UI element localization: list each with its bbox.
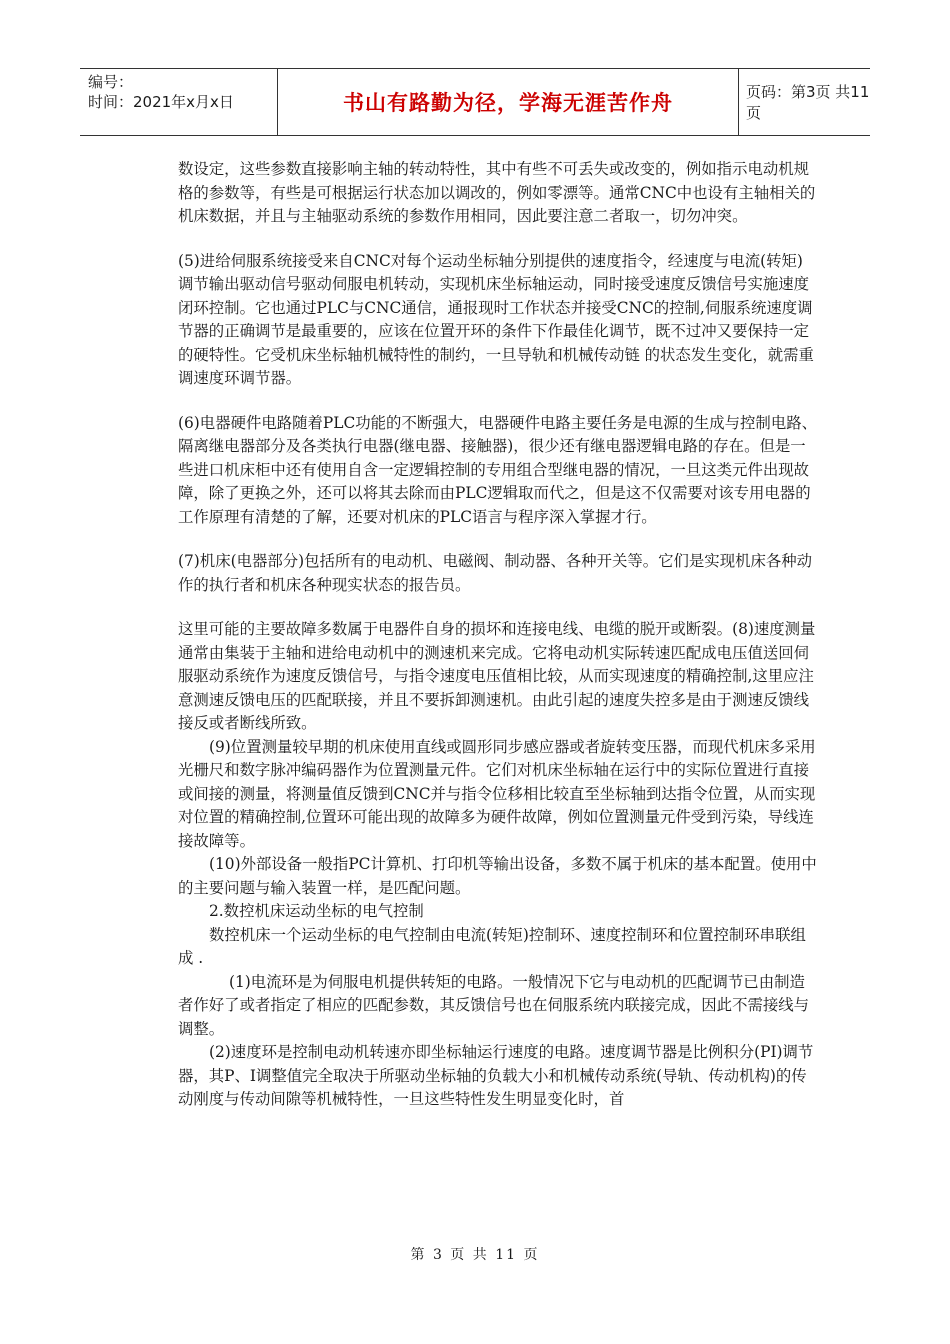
paragraph-3: (6)电器硬件电路随着PLC功能的不断强大，电器硬件电路主要任务是电源的生成与控制电路、隔离继电器部分及各类执行电器(继电器、接触器)，很少还有继电器逻辑电路的存在。但是一些进口机床柜中还有使用自含一定逻辑控制的专用组合型继电器的情况，一旦这类元件出现故障，除了更换之外，还可以将其去除而由PLC逻辑取而代之，但是这不仅需要对该专用电器的工作原理有清楚的了解，还要对机床的PLC语言与程序深入掌握才行。 — [178, 413, 817, 526]
document-body — [178, 158, 818, 1112]
number-label: 编号： — [88, 73, 134, 91]
paragraph-1: 数设定，这些参数直接影响主轴的转动特性，其中有些不可丢失或改变的，例如指示电动机规格的参数等，有些是可根据运行状态加以调改的，例如零漂等。通常CNC中也设有主轴相关的机床数据，并且与主轴驱动系统的参数作用相同，因此要注意二者取一，切勿冲突。 — [178, 160, 816, 225]
header-motto: 书山有路勤为径，学海无涯苦作舟 — [278, 69, 739, 135]
page-footer: 第 3 页 共 11 页 — [410, 1247, 540, 1263]
paragraph-9: (1)电流环是为伺服电机提供转矩的电路。一般情况下它与电动机的匹配调节已由制造者作好了或者指定了相应的匹配参数，其反馈信号也在伺服系统内联接完成，因此不需接线与调整。 — [178, 972, 810, 1038]
paragraph-7: (10)外部设备一般指PC计算机、打印机等输出设备，多数不属于机床的基本配置。使用中的主要问题与输入装置一样，是匹配问题。 — [178, 855, 817, 897]
paragraph-6: (9)位置测量较早期的机床使用直线或圆形同步感应器或者旋转变压器，而现代机床多采用光栅尺和数字脉冲编码器作为位置测量元件。它们对机床坐标轴在运行中的实际位置进行直接或间接的测量，将测量值反馈到CNC并与指令位移相比较直至坐标轴到达指令位置，从而实现对位置的精确控制,位置环可能出现的故障多为硬件故障，例如位置测量元件受到污染，导线连接故障等。 — [178, 737, 816, 850]
header-page-info: 页码：第3页 共11页 — [746, 83, 870, 122]
document-header — [80, 68, 870, 136]
paragraph-4: (7)机床(电器部分)包括所有的电动机、电磁阀、制动器、各种开关等。它们是实现机床各种动作的执行者和机床各种现实状态的报告员。 — [178, 552, 813, 594]
section-heading: 2.数控机床运动坐标的电气控制 — [209, 902, 424, 920]
paragraph-5: 这里可能的主要故障多数属于电器件自身的损坏和连接电线、电缆的脱开或断裂。(8)速度测量通常由集装于主轴和进给电动机中的测速机来完成。它将电动机实际转速匹配成电压值送回伺服驱动系统作为速度反馈信号，与指令速度电压值相比较，从而实现速度的精确控制,这里应注意测速反馈电压的匹配联接，并且不要拆卸测速机。由此引起的速度失控多是由于测速反馈线接反或者断线所致。 — [178, 620, 816, 732]
paragraph-10: (2)速度环是控制电动机转速亦即坐标轴运行速度的电路。速度调节器是比例积分(PI)调节器，其P、I调整值完全取决于所驱动坐标轴的负载大小和机械传动系统(导轨、传动机构)的传动刚度与传动间隙等机械特性，一旦这些特性发生明显变化时，首 — [178, 1043, 814, 1108]
paragraph-2: (5)进给伺服系统接受来自CNC对每个运动坐标轴分别提供的速度指令，经速度与电流(转矩)调节输出驱动信号驱动伺服电机转动，实现机床坐标轴运动，同时接受速度反馈信号实施速度闭环控制。它也通过PLC与CNC通信，通报现时工作状态并接受CNC的控制,伺服系统速度调节器的正确调节是最重要的，应该在位置开环的条件下作最佳化调节，既不过冲又要保持一定的硬特性。它受机床坐标轴机械特性的制约，一旦导轨和机械传动链 的状态发生变化，就需重调速度环调节器。 — [178, 251, 814, 387]
header-meta — [80, 69, 278, 135]
paragraph-8: 数控机床一个运动坐标的电气控制由电流(转矩)控制环、速度控制环和位置控制环串联组成 . — [178, 925, 806, 967]
date-label: 时间：2021年x月x日 — [88, 93, 234, 111]
